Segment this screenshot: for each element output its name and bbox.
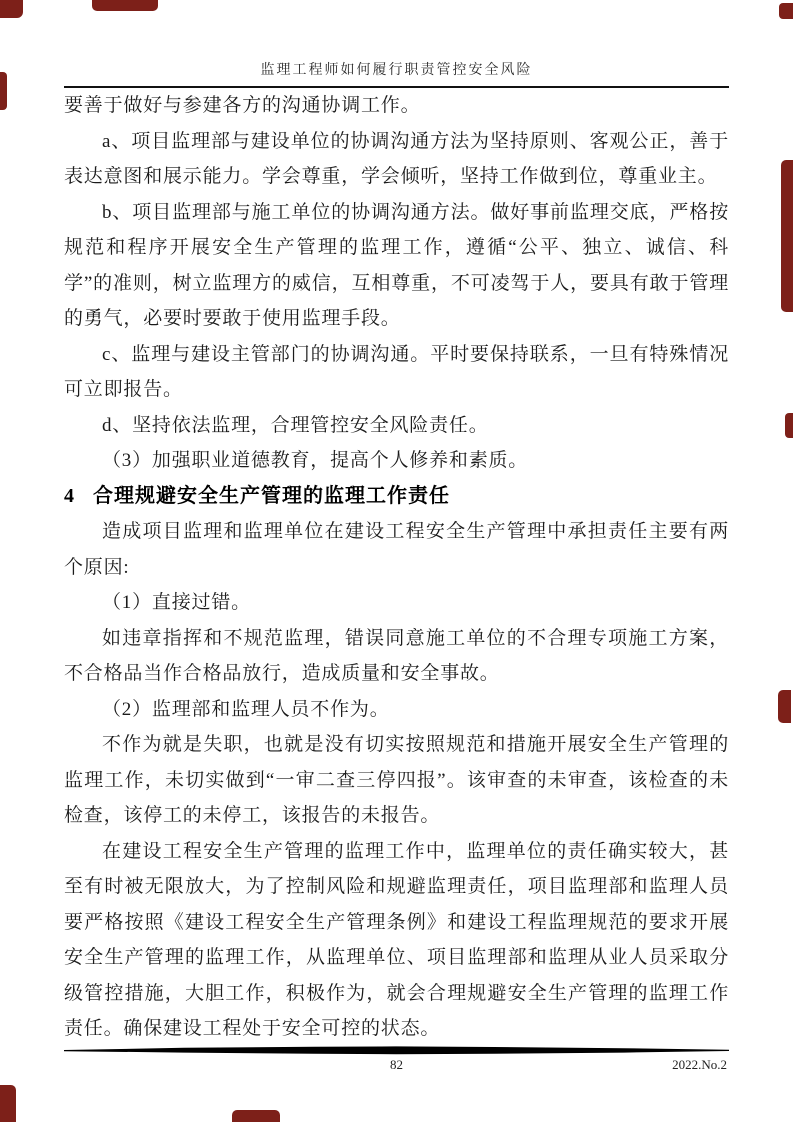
issue-number: 2022.No.2 [672, 1057, 727, 1072]
paragraph: b、项目监理部与施工单位的协调沟通方法。做好事前监理交底，严格按规范和程序开展安全生产管理的监理工作，遵循“公平、独立、诚信、科学”的准则，树立监理方的威信，互相尊重，不可凌驾于人，要具有敢于管理的勇气，必要时要敢于使用监理手段。 [64, 201, 729, 329]
paragraph: 造成项目监理和监理单位在建设工程安全生产管理中承担责任主要有两个原因: [64, 521, 729, 578]
scan-edge-mark [785, 413, 793, 438]
scan-edge-mark [779, 3, 793, 19]
paragraph: d、坚持依法监理，合理管控安全风险责任。 [102, 414, 489, 436]
section-number: 4 [64, 484, 75, 507]
paragraph: c、监理与建设主管部门的协调沟通。平时要保持联系，一旦有特殊情况可立即报告。 [64, 343, 729, 400]
paragraph: （2）监理部和监理人员不作为。 [102, 698, 390, 720]
section-title: 合理规避安全生产管理的监理工作责任 [93, 484, 450, 507]
page-footer [64, 1046, 729, 1075]
paragraph: 不作为就是失职，也就是没有切实按照规范和措施开展安全生产管理的监理工作，未切实做到“一审二查三停四报”。该审查的未审查，该检查的未检查，该停工的未停工，该报告的未报告。 [64, 734, 729, 826]
scan-edge-mark [0, 0, 23, 18]
paragraph: 在建设工程安全生产管理的监理工作中，监理单位的责任确实较大，甚至有时被无限放大，为了控制风险和规避监理责任，项目监理部和监理人员要严格按照《建设工程安全生产管理条例》和建设工程监理规范的要求开展安全生产管理的监理工作，从监理单位、项目监理部和监理从业人员采取分级管控措施，大胆工作，积极作为，就会合理规避安全生产管理的监理工作责任。确保建设工程处于安全可控的状态。 [64, 840, 729, 1039]
page-number: 82 [390, 1057, 403, 1072]
paragraph: a、项目监理部与建设单位的协调沟通方法为坚持原则、客观公正，善于表达意图和展示能力。学会尊重，学会倾听，坚持工作做到位，尊重业主。 [64, 130, 729, 187]
document-body [64, 88, 729, 1047]
scan-edge-mark [232, 1110, 280, 1122]
paragraph: 如违章指挥和不规范监理，错误同意施工单位的不合理专项施工方案，不合格品当作合格品放行，造成质量和安全事故。 [64, 627, 729, 684]
paragraph: （1）直接过错。 [102, 592, 251, 613]
scan-edge-mark [0, 72, 7, 110]
footer-textline [64, 1057, 729, 1075]
scan-edge-mark [92, 0, 158, 11]
running-title: 监理工程师如何履行职责管控安全风险 [260, 63, 533, 78]
paragraph: 要善于做好与参建各方的沟通协调工作。 [64, 95, 421, 116]
scan-edge-mark [778, 690, 791, 723]
paragraph: （3）加强职业道德教育，提高个人修养和素质。 [102, 450, 529, 471]
page-header [0, 0, 793, 88]
scan-edge-mark [0, 1085, 16, 1122]
section-heading [64, 479, 729, 515]
footer-rule-bar [64, 1046, 729, 1055]
scan-edge-mark [781, 160, 793, 312]
